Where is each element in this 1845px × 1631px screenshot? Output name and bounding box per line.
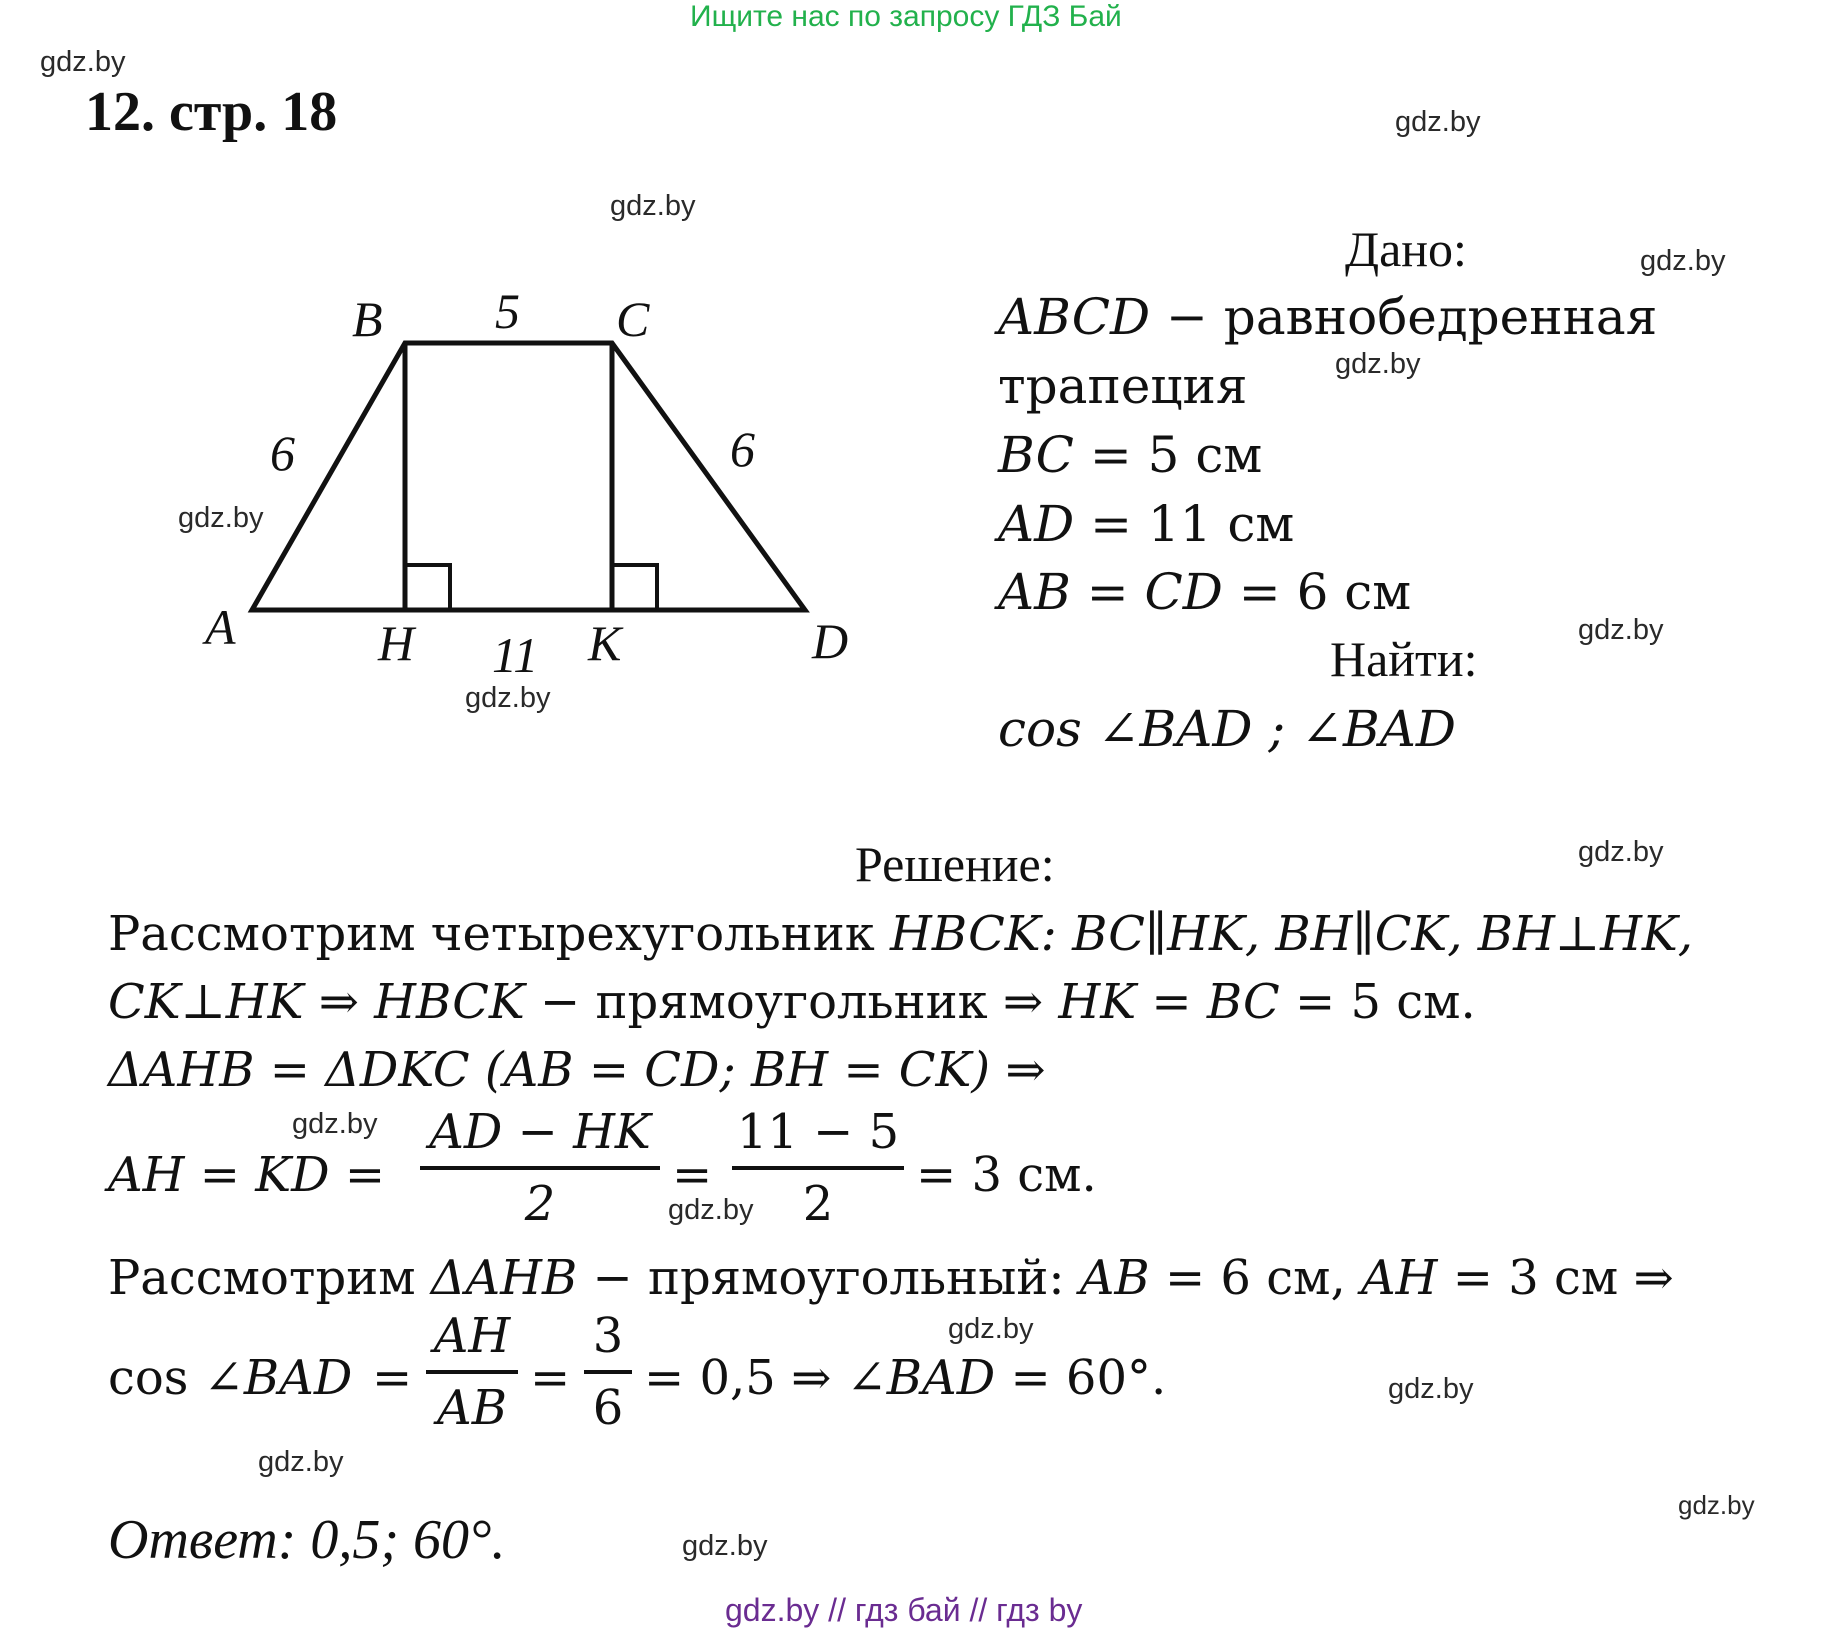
solution-math: HK = BC <box>1058 974 1280 1030</box>
solution-heading: Решение: <box>855 836 1055 892</box>
watermark: gdz.by <box>178 502 264 534</box>
solution-text: − прямоугольник ⇒ <box>524 974 1059 1030</box>
watermark: gdz.by <box>1578 614 1664 646</box>
watermark: gdz.by <box>258 1446 344 1478</box>
given-text: = 6 см <box>1222 563 1412 621</box>
watermark: gdz.by <box>465 682 551 714</box>
watermark: gdz.by <box>1395 106 1481 138</box>
given-line-4 <box>998 495 1294 553</box>
solution-text: = 6 см, <box>1149 1250 1361 1306</box>
solution-line-4-lhs: AH = KD = <box>108 1147 386 1203</box>
fraction-numerator: AH <box>433 1308 511 1364</box>
equals-sign: = <box>672 1147 713 1203</box>
solution-line-6-result <box>644 1350 1166 1406</box>
fraction-3-over-6 <box>584 1308 632 1436</box>
fraction-denominator: 2 <box>420 1166 660 1232</box>
fraction-ad-minus-hk <box>420 1104 660 1232</box>
search-banner: Ищите нас по запросу ГДЗ Бай <box>690 0 1122 33</box>
given-var: ABCD <box>998 288 1151 346</box>
given-text: − равнобедренная <box>1150 288 1658 346</box>
solution-text: = 0,5 ⇒ <box>644 1350 847 1406</box>
find-expression: cos ∠BAD ; ∠BAD <box>998 700 1456 758</box>
solution-text: cos <box>108 1350 204 1406</box>
trapezoid-figure <box>0 0 900 720</box>
solution-line-2 <box>108 974 1476 1030</box>
vertex-label-b: B <box>352 291 383 347</box>
solution-text: Рассмотрим четырехугольник <box>108 906 891 962</box>
watermark: gdz.by <box>668 1194 754 1226</box>
equals-sign: = <box>372 1350 413 1406</box>
watermark: gdz.by <box>682 1530 768 1562</box>
right-angle-mark-k <box>612 565 657 610</box>
watermark: gdz.by <box>292 1108 378 1140</box>
solution-line-4-result: = 3 см. <box>916 1147 1097 1203</box>
watermark: gdz.by <box>1640 245 1726 277</box>
given-line-3 <box>998 426 1262 484</box>
vertex-label-k: K <box>588 615 622 671</box>
given-var: AB = CD <box>998 563 1223 621</box>
given-heading: Дано: <box>1345 221 1467 277</box>
solution-text: = 5 см. <box>1279 974 1476 1030</box>
fraction-11-minus-5 <box>732 1104 904 1232</box>
vertex-label-c: C <box>616 291 650 347</box>
solution-text: = 3 см ⇒ <box>1437 1250 1674 1306</box>
solution-math: ∠BAD <box>203 1350 353 1406</box>
solution-math: CK⊥HK ⇒ HBCK <box>108 974 525 1030</box>
solution-line-5 <box>108 1250 1674 1306</box>
solution-text: = 60°. <box>995 1350 1167 1406</box>
given-line-5 <box>998 563 1411 621</box>
vertex-label-d: D <box>812 613 849 669</box>
watermark: gdz.by <box>40 46 126 78</box>
solution-text: − прямоугольный: <box>577 1250 1080 1306</box>
solution-line-6-lhs <box>108 1350 352 1406</box>
vertex-label-a: A <box>205 599 236 655</box>
side-label-top: 5 <box>495 283 520 339</box>
given-text: = 11 см <box>1074 495 1295 553</box>
given-line-1 <box>998 288 1657 346</box>
solution-math: AH <box>1360 1250 1438 1306</box>
fraction-numerator: AD − HK <box>429 1104 651 1160</box>
side-label-bottom: 11 <box>492 627 539 683</box>
given-var: BC <box>998 426 1074 484</box>
watermark: gdz.by <box>1578 836 1664 868</box>
fraction-ah-over-ab <box>426 1308 518 1436</box>
fraction-denominator: 2 <box>732 1166 904 1232</box>
right-angle-mark-h <box>405 565 450 610</box>
watermark: gdz.by <box>610 190 696 222</box>
solution-line-1 <box>108 906 1693 962</box>
given-var: AD <box>998 495 1075 553</box>
watermark: gdz.by <box>1388 1373 1474 1405</box>
fraction-denominator: AB <box>426 1370 518 1436</box>
footer-links: gdz.by // гдз бай // гдз by <box>725 1592 1083 1628</box>
trapezoid-outline <box>252 343 805 610</box>
side-label-left: 6 <box>270 425 295 481</box>
fraction-denominator: 6 <box>584 1370 632 1436</box>
solution-text: Рассмотрим <box>108 1250 431 1306</box>
answer-line: Ответ: 0,5; 60°. <box>108 1509 506 1571</box>
solution-math: ΔAHB <box>430 1250 578 1306</box>
fraction-numerator: 11 − 5 <box>736 1104 900 1160</box>
watermark: gdz.by <box>948 1313 1034 1345</box>
given-line-2: трапеция <box>998 357 1248 415</box>
equals-sign: = <box>530 1350 571 1406</box>
solution-math: ∠BAD <box>846 1350 996 1406</box>
solution-line-3: ΔAHB = ΔDKC (AB = CD; BH = CK) ⇒ <box>108 1042 1046 1098</box>
fraction-numerator: 3 <box>592 1308 624 1364</box>
find-heading: Найти: <box>1330 631 1478 687</box>
given-text: = 5 см <box>1073 426 1263 484</box>
solution-math: HBCK: BC∥HK, BH∥CK, BH⊥HK, <box>890 906 1694 962</box>
watermark: gdz.by <box>1678 1490 1755 1520</box>
watermark: gdz.by <box>1335 348 1421 380</box>
problem-title: 12. стр. 18 <box>85 81 338 143</box>
solution-math: AB <box>1079 1250 1150 1306</box>
side-label-right: 6 <box>730 421 755 477</box>
vertex-label-h: H <box>378 615 415 671</box>
